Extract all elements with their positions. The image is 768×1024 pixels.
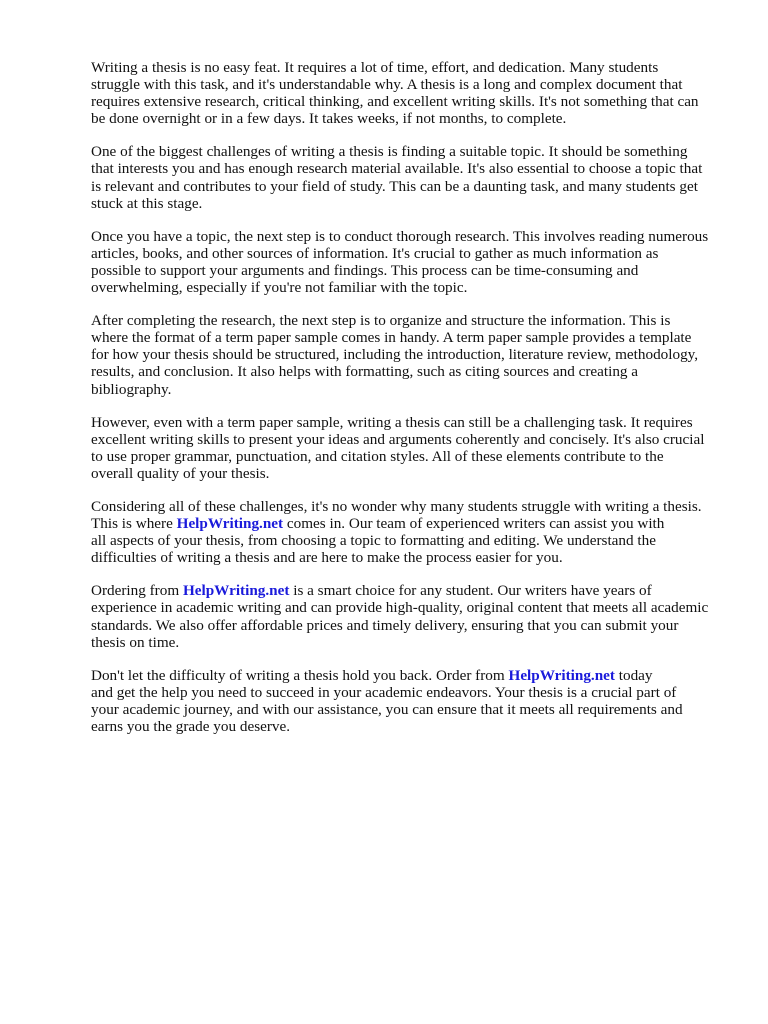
paragraph-6-text-before: Considering all of these challenges, it's no wonder why many students struggle with writing a thesis. This is where (91, 497, 702, 533)
helpwriting-link[interactable]: HelpWriting.net (508, 666, 615, 684)
paragraph-1: Writing a thesis is no easy feat. It requires a lot of time, effort, and dedication. Many students struggle with this task, and it's understandable why. A thesis is a long and complex document that requires extensive research, critical thinking, and excellent writing skills. It's not something that can be done overnight or in a few days. It takes weeks, if not months, to complete. (91, 59, 699, 128)
paragraph-8-text-before: Don't let the difficulty of writing a thesis hold you back. Order from (91, 666, 509, 684)
paragraph-6 (91, 498, 731, 566)
helpwriting-link[interactable]: HelpWriting.net (182, 582, 290, 600)
document-body (91, 59, 731, 751)
paragraph-4: After completing the research, the next step is to organize and structure the information. This is where the format of a term paper sample comes in handy. A term paper sample provides a template for how your thesis should be structured, including the introduction, literature review, methodology, results, and conclusion. It also helps with formatting, such as citing sources and creating a bibliography. (91, 312, 699, 398)
paragraph-7-text-before: Ordering from (91, 582, 183, 600)
paragraph-7 (91, 582, 731, 650)
paragraph-7-text-after: is a smart choice for any student. Our writers have years of experience in academic writing and can provide high-quality, original content that meets all academic standards. We also offer affordable prices and timely delivery, ensuring that you can submit your thesis on time. (91, 582, 709, 651)
paragraph-8-text-after: today and get the help you need to succeed in your academic endeavors. Your thesis is a crucial part of your academic journey, and with our assistance, you can ensure that it meets all requirements and earns you the grade you deserve. (91, 666, 683, 735)
helpwriting-link[interactable]: HelpWriting.net (176, 515, 284, 533)
paragraph-3: Once you have a topic, the next step is to conduct thorough research. This involves reading numerous articles, books, and other sources of information. It's crucial to gather as much information as possible to support your arguments and findings. This process can be time-consuming and overwhelming, especially if you're not familiar with the topic. (91, 227, 709, 297)
paragraph-8 (91, 667, 731, 735)
paragraph-2: One of the biggest challenges of writing a thesis is finding a suitable topic. It should be something that interests you and has enough research material available. It's also essential to choose a topic that is relevant and contributes to your field of study. This can be a daunting task, and many students get stuck at this stage. (91, 143, 703, 212)
paragraph-6-text-after: comes in. Our team of experienced writers can assist you with all aspects of your thesis, from choosing a topic to formatting and editing. We understand the difficulties of writing a thesis and are here to make the process easier for you. (91, 515, 665, 567)
paragraph-5: However, even with a term paper sample, writing a thesis can still be a challenging task. It requires excellent writing skills to present your ideas and arguments coherently and concisely. It's also crucial to use proper grammar, punctuation, and citation styles. All of these elements contribute to the overall quality of your thesis. (91, 413, 705, 482)
